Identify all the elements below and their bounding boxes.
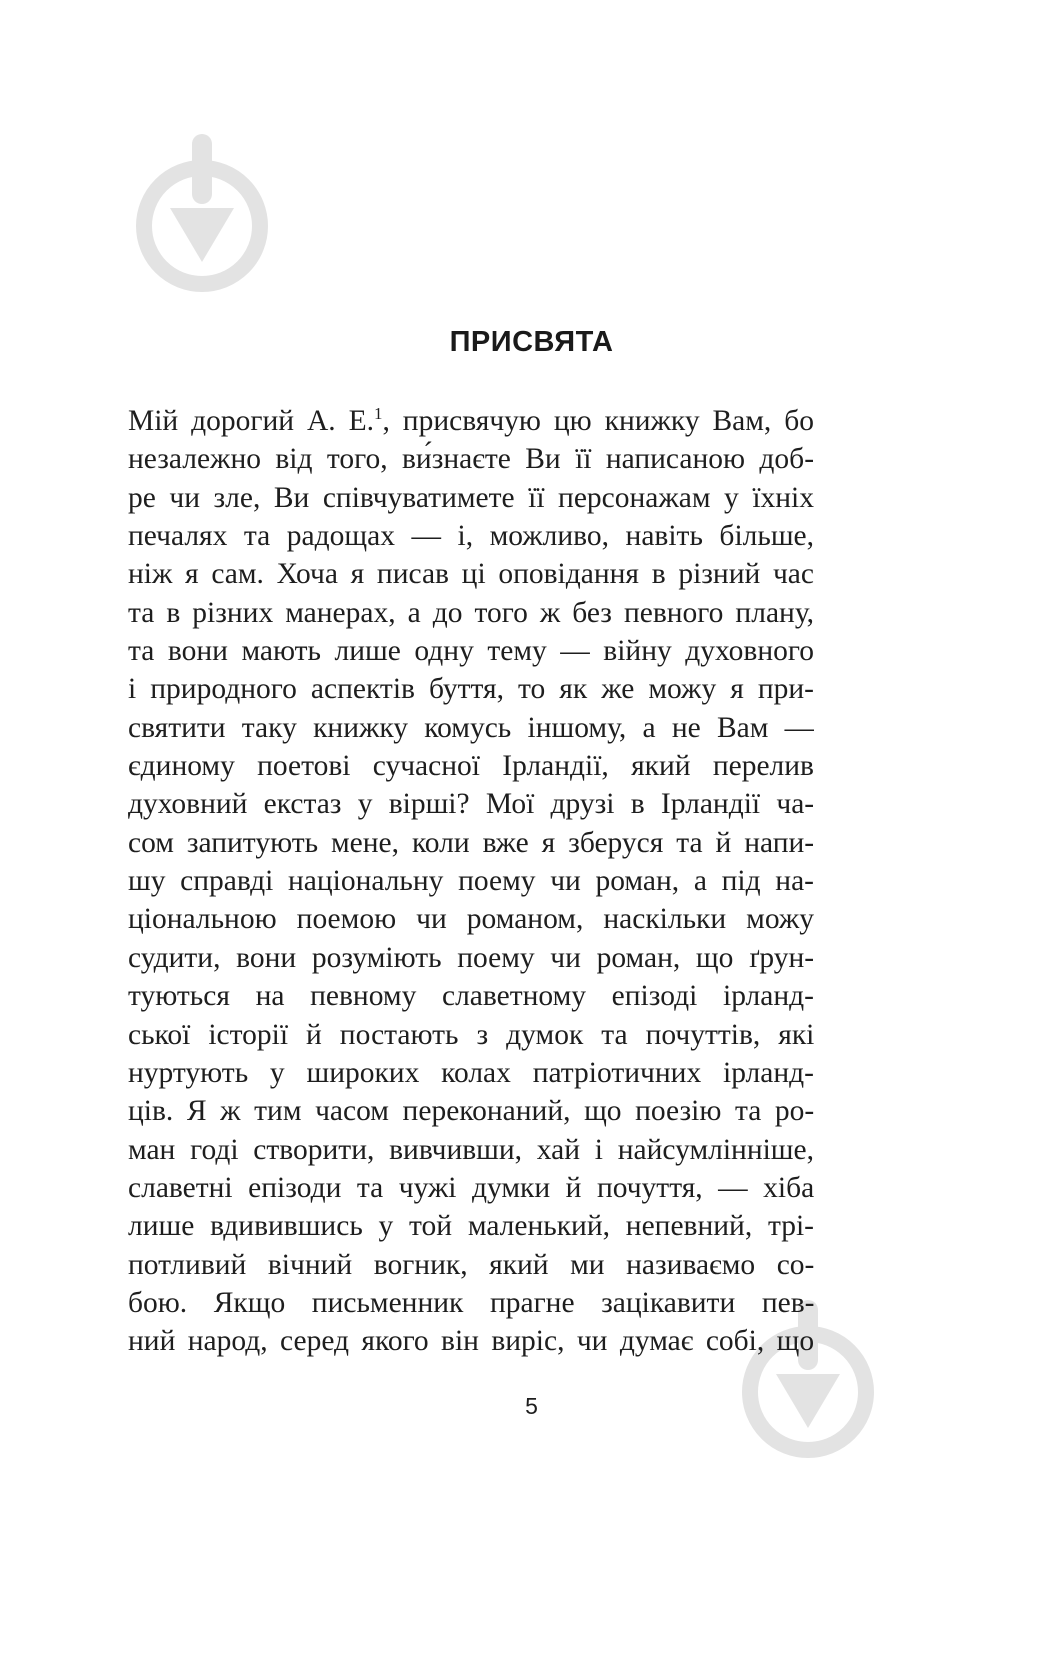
text-line: лише вдивившись у той маленький, непевний, трі- [128, 1210, 814, 1243]
text-line: і природного аспектів буття, то як же можу я при- [128, 673, 814, 706]
text-line-end: , присвячую цю книжку Вам, бо [382, 405, 814, 437]
footnote-marker[interactable]: 1 [374, 404, 383, 423]
dedication-paragraph [128, 402, 814, 1361]
watermark-logo-icon [134, 134, 270, 294]
text-line: ре чи зле, Ви співчуватимете її персонажам у їхніх [128, 481, 814, 514]
text-line: бою. Якщо письменник прагне зацікавити пев- [128, 1286, 814, 1319]
text-line: ний народ, серед якого він виріс, чи думає собі, що [128, 1325, 814, 1358]
text-line: туються на певному славетному епізоді ірланд- [128, 980, 814, 1013]
text-line: святити таку книжку комусь іншому, а не Вам — [128, 711, 814, 744]
text-line [128, 402, 814, 440]
text-line: ської історії й постають з думок та почуттів, які [128, 1018, 814, 1051]
text-line: незалежно від того, ви́знаєте Ви її написаною доб- [128, 443, 814, 476]
text-line: єдиному поетові сучасної Ірландії, який перелив [128, 750, 814, 783]
text-line: славетні епізоди та чужі думки й почуття, — хіба [128, 1171, 814, 1204]
chapter-heading: ПРИСВЯТА [449, 326, 614, 358]
text-line: ціональною поемою чи романом, наскільки можу [128, 903, 814, 936]
text-line-start: Мій дорогий А. Е. [128, 405, 374, 437]
text-line: шу справді національну поему чи роман, а під на- [128, 865, 814, 898]
text-line: ців. Я ж тим часом переконаний, що поезію та ро- [128, 1095, 814, 1128]
text-line: потливий вічний вогник, який ми називаємо со- [128, 1248, 814, 1281]
text-line: та вони мають лише одну тему — війну духовного [128, 635, 814, 668]
text-line: та в різних манерах, а до того ж без певного плану, [128, 596, 814, 629]
page-number: 5 [525, 1393, 538, 1419]
text-line: духовний екстаз у вірші? Мої друзі в Ірландії ча- [128, 788, 814, 821]
text-line: судити, вони розуміють поему чи роман, що ґрун- [128, 941, 814, 974]
text-line: сом запитують мене, коли вже я зберуся та й напи- [128, 826, 814, 859]
text-line: печалях та радощах — і, можливо, навіть більше, [128, 520, 814, 553]
text-line: ман годі створити, вивчивши, хай і найсумлінніше, [128, 1133, 814, 1166]
text-line: ніж я сам. Хоча я писав ці оповідання в різний час [128, 558, 814, 591]
text-line: нуртують у широких колах патріотичних ірланд- [128, 1056, 814, 1089]
